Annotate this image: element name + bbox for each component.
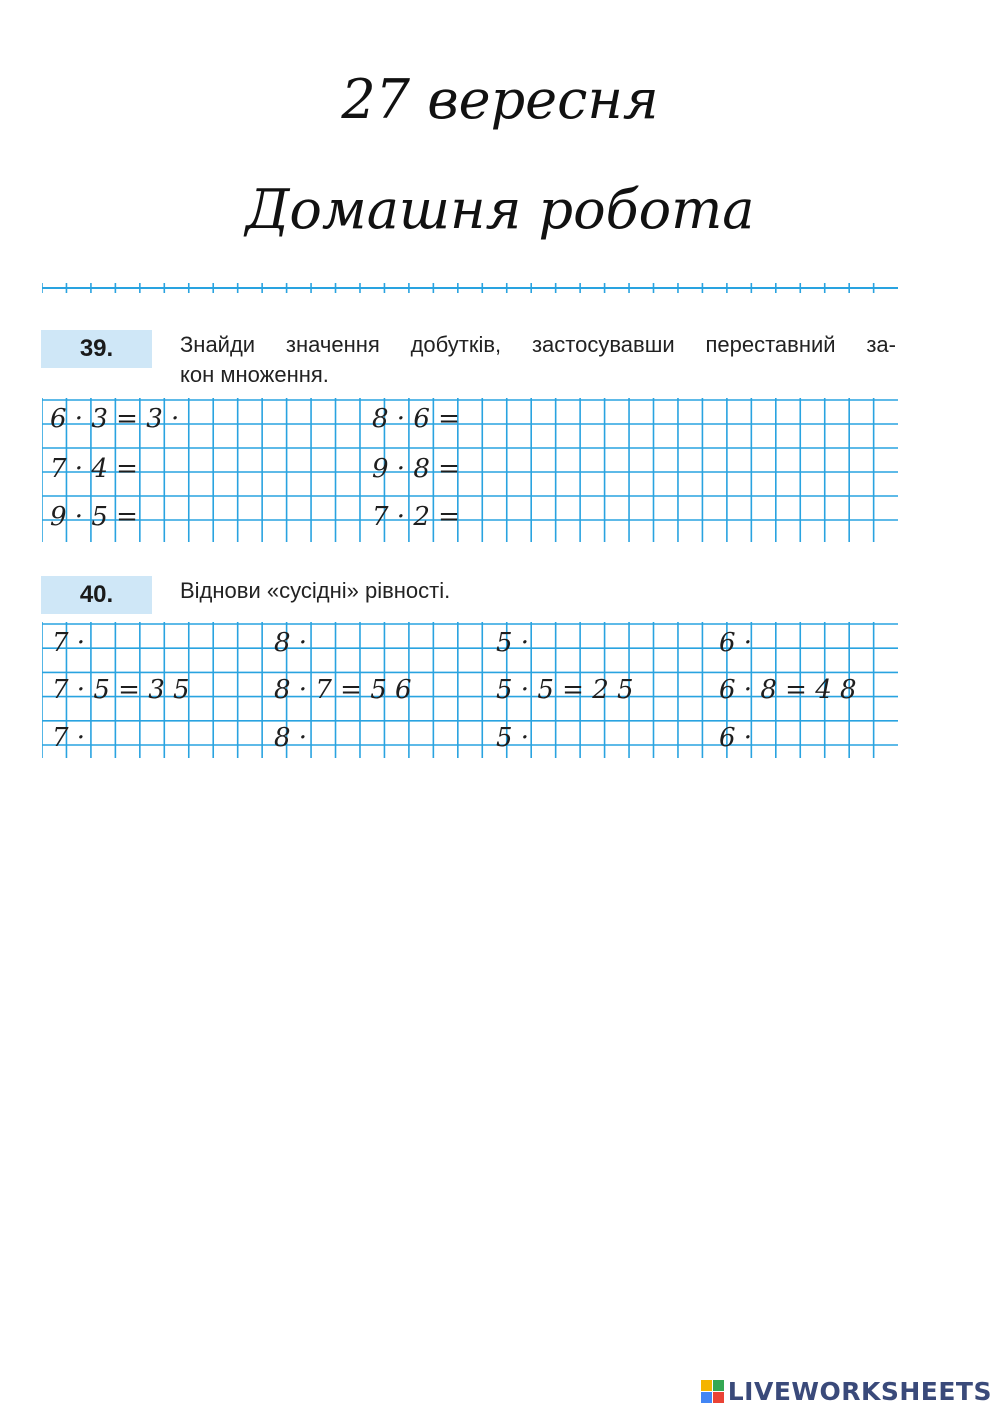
liveworksheets-logo: [701, 1376, 992, 1406]
task-40-expression: 7 ·: [52, 723, 86, 753]
brand-name: LIVEWORKSHEETS: [727, 1376, 992, 1406]
task-39-expression: 8 · 6 =: [372, 404, 460, 434]
task-40-expression: 5 · 5 = 2 5: [496, 675, 634, 705]
ruler-line: [42, 280, 898, 296]
task-40-expression: 5 ·: [496, 723, 530, 753]
task-40-expression: 7 · 5 = 3 5: [52, 675, 190, 705]
task-40-expression: 6 ·: [719, 723, 753, 753]
task-39-instruction-line2: кон множення.: [180, 362, 329, 387]
logo-blocks-icon: [701, 1380, 724, 1403]
task-40-expression: 5 ·: [496, 628, 530, 658]
task-40-expression: 7 ·: [52, 628, 86, 658]
task-39-instruction: [180, 330, 896, 390]
task-39-number: 39.: [41, 330, 152, 368]
task-39-expression: 6 · 3 = 3 ·: [50, 404, 180, 434]
task-40-instruction: Віднови «сусідні» рівності.: [180, 578, 451, 603]
task-40-expression: 8 ·: [274, 628, 308, 658]
homework-heading: Домашня робота: [245, 178, 755, 241]
task-39-expression: 7 · 4 =: [50, 454, 138, 484]
task-39-expression: 7 · 2 =: [372, 502, 460, 532]
task-40-number: 40.: [41, 576, 152, 614]
task-40-expression: 8 · 7 = 5 6: [274, 675, 412, 705]
date-heading: 27 вересня: [341, 68, 659, 131]
task-39-instruction-line1: Знайди значення добутків, застосувавши переставний за-: [180, 332, 896, 357]
task-40-expression: 6 ·: [719, 628, 753, 658]
task-40-grid: [42, 622, 898, 758]
task-40-expression: 6 · 8 = 4 8: [719, 675, 857, 705]
task-39-expression: 9 · 5 =: [50, 502, 138, 532]
task-39-expression: 9 · 8 =: [372, 454, 460, 484]
task-40-expression: 8 ·: [274, 723, 308, 753]
task-39-grid: [42, 398, 898, 542]
